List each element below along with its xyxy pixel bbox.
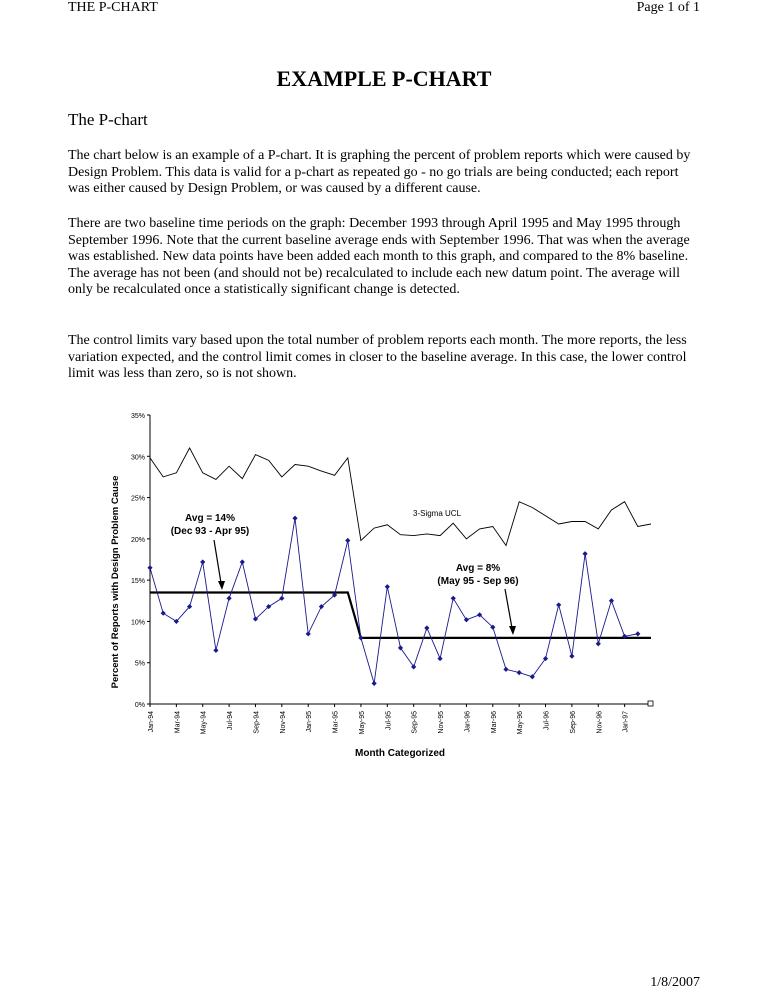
data-point bbox=[596, 641, 601, 646]
avg1-annotation-line1: Avg = 14% bbox=[185, 513, 235, 524]
y-tick-label: 5% bbox=[134, 660, 145, 668]
paragraph-intro: The chart below is an example of a P-chart. It is graphing the percent of problem reports which were caused by Design Problem. This data is valid for a p-chart as repeated go - no go trials are being conducted; each report was either caused by Design Problem, or was caused by a different cause. bbox=[68, 148, 691, 197]
percent-line bbox=[150, 518, 638, 683]
x-tick-label: Sep-96 bbox=[569, 711, 577, 734]
x-tick-label: Jul-96 bbox=[543, 711, 551, 731]
avg2-arrow-line bbox=[505, 589, 512, 628]
data-point bbox=[213, 648, 218, 653]
avg2-annotation-line1: Avg = 8% bbox=[455, 563, 501, 574]
x-tick-label: Jul-94 bbox=[227, 711, 235, 731]
avg1-arrow-line bbox=[214, 540, 221, 583]
data-point bbox=[147, 565, 152, 570]
y-axis-label: Percent of Reports with Design Problem Cause bbox=[110, 475, 121, 689]
data-point bbox=[398, 645, 403, 650]
y-tick-label: 30% bbox=[130, 454, 145, 462]
avg2-annotation-line2: (May 95 - Sep 96) bbox=[437, 576, 519, 587]
data-point bbox=[279, 596, 284, 601]
y-tick-label: 0% bbox=[134, 702, 145, 709]
y-tick-label: 10% bbox=[130, 619, 145, 627]
data-point bbox=[503, 667, 508, 672]
x-tick-label: Mar-95 bbox=[332, 711, 340, 734]
x-tick-label: Nov-96 bbox=[596, 711, 604, 734]
header-title: THE P-CHART bbox=[68, 0, 158, 15]
data-point bbox=[161, 611, 166, 616]
data-point bbox=[358, 635, 363, 640]
section-heading: The P-chart bbox=[68, 110, 148, 129]
footer-date: 1/8/2007 bbox=[650, 975, 700, 990]
x-tick-label: May-96 bbox=[517, 711, 525, 735]
y-tick-label: 15% bbox=[130, 578, 145, 586]
data-point bbox=[424, 625, 429, 630]
data-point bbox=[411, 664, 416, 669]
y-tick-label: 20% bbox=[130, 536, 145, 544]
data-point bbox=[569, 654, 574, 659]
x-tick-label: Jan-95 bbox=[306, 711, 314, 733]
x-tick-label: Mar-94 bbox=[174, 711, 182, 734]
p-chart bbox=[100, 400, 670, 770]
data-point bbox=[635, 631, 640, 636]
x-tick-label: Jan-94 bbox=[148, 711, 155, 733]
paragraph-control-limits: The control limits vary based upon the total number of problem reports each month. The more reports, the less variation expected, and the control limit comes in closer to the baseline average. In this case, the lower control limit was less than zero, so is not shown. bbox=[68, 333, 687, 382]
data-point bbox=[556, 602, 561, 607]
x-tick-label: Sep-94 bbox=[253, 711, 261, 734]
data-point bbox=[306, 631, 311, 636]
data-point bbox=[240, 559, 245, 564]
x-tick-label: Nov-95 bbox=[438, 711, 446, 734]
x-tick-label: Jan-97 bbox=[622, 711, 630, 733]
x-tick-label: May-94 bbox=[200, 711, 208, 735]
data-point bbox=[292, 516, 297, 521]
x-tick-label: Mar-96 bbox=[490, 711, 498, 734]
y-tick-label: 35% bbox=[130, 413, 145, 420]
x-tick-label: Jan-96 bbox=[464, 711, 472, 733]
data-point bbox=[200, 559, 205, 564]
avg1-annotation-line2: (Dec 93 - Apr 95) bbox=[170, 526, 250, 537]
data-point bbox=[517, 670, 522, 675]
page-title: EXAMPLE P-CHART bbox=[276, 66, 492, 91]
data-point bbox=[464, 617, 469, 622]
data-point bbox=[437, 656, 442, 661]
data-point bbox=[345, 538, 350, 543]
x-tick-label: Nov-94 bbox=[279, 711, 287, 734]
data-point bbox=[582, 551, 587, 556]
x-axis-end-marker bbox=[648, 701, 653, 706]
ucl-label: 3-Sigma UCL bbox=[413, 509, 462, 518]
x-tick-label: Sep-95 bbox=[411, 711, 419, 734]
data-point bbox=[372, 681, 377, 686]
avg2-arrow-head bbox=[509, 626, 516, 635]
page-number: Page 1 of 1 bbox=[636, 0, 700, 15]
x-tick-label: Jul-95 bbox=[385, 711, 393, 731]
data-point bbox=[451, 596, 456, 601]
data-point bbox=[227, 596, 232, 601]
avg1-arrow-head bbox=[218, 581, 225, 590]
y-tick-label: 25% bbox=[130, 495, 145, 503]
x-axis-label: Month Categorized bbox=[355, 748, 445, 759]
x-tick-label: May-95 bbox=[358, 711, 366, 735]
data-point bbox=[385, 584, 390, 589]
paragraph-baseline: There are two baseline time periods on the graph: December 1993 through April 1995 and May 1995 through September 1996. Note that the current baseline average ends with September 1996. That was when the average was established. New data points have been added each month to this graph, and compared to the 8% baseline. The average has not been (and should not be) recalculated to include each new datum point. The average will only be recalculated once a statistically significant change is detected. bbox=[68, 216, 690, 298]
data-point bbox=[609, 598, 614, 603]
